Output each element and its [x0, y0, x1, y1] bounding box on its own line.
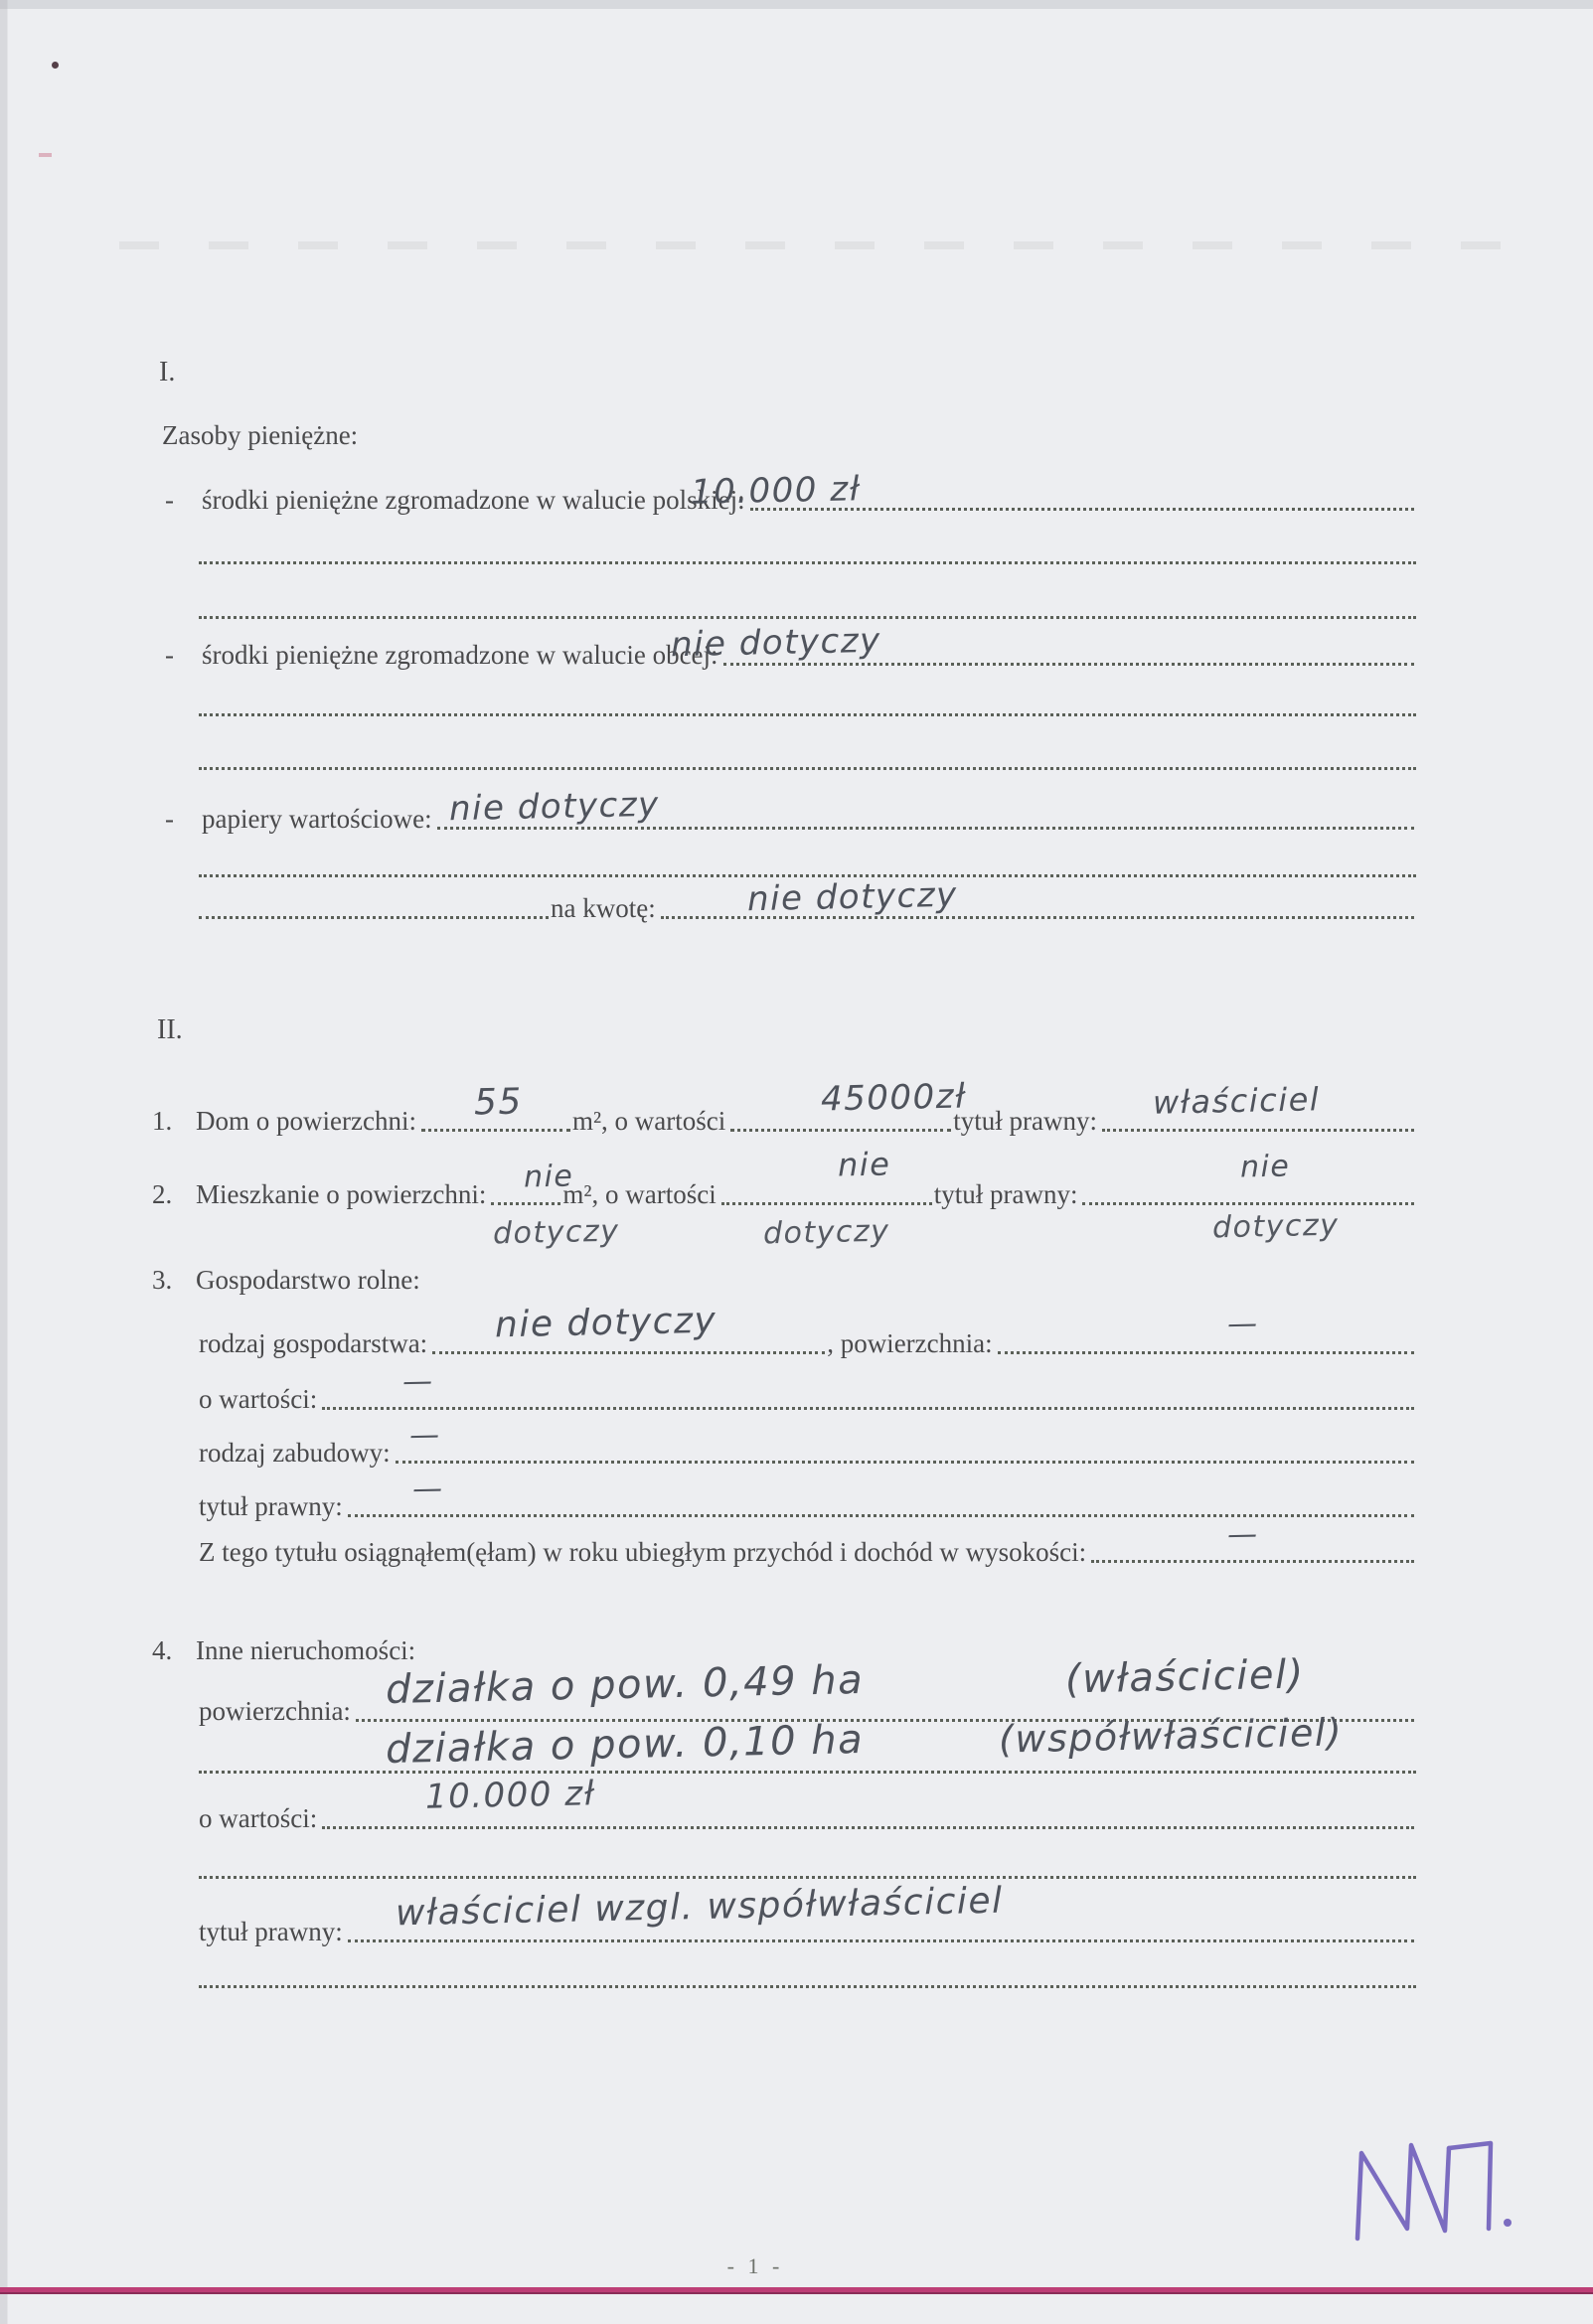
house-legal-label: tytuł prawny:: [953, 1106, 1098, 1136]
signature-initials: [1322, 2111, 1570, 2260]
item-number: 4.: [152, 1635, 173, 1665]
dotted-line: [1082, 1202, 1414, 1205]
apartment-unit-label: m², o wartości: [562, 1179, 717, 1209]
farm-value-label: o wartości:: [199, 1384, 318, 1414]
field-farm-building: [199, 1437, 1416, 1471]
handwritten-farm-income-dash: —: [1226, 1516, 1259, 1553]
handwritten-house-area: 55: [473, 1081, 524, 1124]
handwritten-apartment-value-bottom: dotyczy: [762, 1213, 890, 1252]
apartment-label: Mieszkanie o powierzchni:: [196, 1179, 487, 1209]
farm-type-label: rodzaj gospodarstwa:: [199, 1328, 428, 1358]
dotted-line: [421, 1129, 570, 1132]
farm-label: Gospodarstwo rolne:: [196, 1265, 420, 1295]
dotted-line: [723, 663, 1414, 666]
handwritten-other-area-note1: (właściciel): [1064, 1651, 1306, 1703]
handwritten-securities-value: nie dotyczy: [448, 784, 661, 830]
handwritten-apartment-value-top: nie: [837, 1145, 891, 1184]
dotted-line: [432, 1351, 825, 1354]
other-legal-label: tytuł prawny:: [199, 1917, 343, 1946]
farm-building-label: rodzaj zabudowy:: [199, 1438, 391, 1468]
house-unit-label: m², o wartości: [571, 1106, 726, 1136]
handwritten-house-value: 45000zł: [820, 1076, 967, 1120]
dotted-line: [491, 1202, 560, 1205]
scan-speck: [52, 62, 59, 69]
handwritten-house-legal: właściciel: [1152, 1080, 1321, 1122]
item-number: 2.: [152, 1179, 173, 1209]
securities-label: papiery wartościowe:: [202, 804, 432, 834]
dotted-line: [730, 1129, 951, 1132]
bullet-dash: -: [165, 804, 174, 834]
apartment-legal-label: tytuł prawny:: [933, 1179, 1078, 1209]
handwritten-other-area-line2: działka o pow. 0,10 ha: [385, 1716, 865, 1774]
dotted-line: [199, 874, 1416, 877]
field-farm-value: [199, 1383, 1416, 1417]
item-number: 1.: [152, 1106, 173, 1136]
handwritten-farm-type-value: nie dotyczy: [494, 1300, 717, 1346]
handwritten-farm-area-dash: —: [1226, 1306, 1259, 1342]
house-label: Dom o powierzchni:: [196, 1106, 416, 1136]
amount-label: na kwotę:: [551, 893, 656, 923]
handwritten-other-area-line1: działka o pow. 0,49 ha: [385, 1656, 865, 1714]
dotted-line: [322, 1407, 1414, 1410]
item-number: 3.: [152, 1265, 173, 1295]
handwritten-farm-building-dash: —: [408, 1417, 441, 1454]
farm-income-label: Z tego tytułu osiągnąłem(ęłam) w roku ubiegłym przychód i dochód w wysokości:: [199, 1537, 1087, 1567]
scan-speck: [39, 153, 52, 157]
field-apartment: [152, 1178, 1416, 1212]
dotted-line: [199, 767, 1416, 770]
foreign-funds-label: środki pieniężne zgromadzone w walucie obcej:: [202, 640, 718, 670]
section-1-title: Zasoby pieniężne:: [162, 420, 359, 450]
other-area-label: powierzchnia:: [199, 1696, 351, 1726]
dotted-line: [199, 1985, 1416, 1988]
handwritten-farm-value-dash: —: [401, 1363, 434, 1400]
other-label: Inne nieruchomości:: [196, 1635, 416, 1665]
scan-noise-band: [119, 241, 1511, 249]
dotted-line: [199, 561, 1416, 564]
page-number: - 1 -: [726, 2253, 784, 2278]
dotted-line: [396, 1461, 1414, 1464]
field-other-value: [199, 1802, 1416, 1836]
dotted-line: [437, 827, 1414, 830]
polish-funds-label: środki pieniężne zgromadzone w walucie polskiej:: [202, 485, 745, 515]
handwritten-apartment-legal-bottom: dotyczy: [1211, 1207, 1340, 1246]
dotted-line: [199, 1771, 1416, 1774]
dotted-line: [322, 1826, 1414, 1829]
other-value-label: o wartości:: [199, 1803, 318, 1833]
handwritten-other-value: 10.000 zł: [424, 1774, 596, 1817]
scan-top-shadow: [0, 0, 1593, 9]
handwritten-farm-legal-dash: —: [411, 1471, 444, 1507]
dotted-line: [199, 616, 1416, 619]
handwritten-polish-funds-value: 10.000 zł: [690, 469, 862, 513]
scan-left-edge: [0, 0, 8, 2324]
section-1-heading: I.: [159, 357, 176, 387]
dotted-line: [1102, 1129, 1414, 1132]
dotted-line: [348, 1939, 1414, 1942]
field-securities: [162, 803, 1416, 837]
field-farm-heading: [152, 1264, 1416, 1298]
dotted-line: [721, 1202, 932, 1205]
scan-bottom-edge-line: [0, 2287, 1593, 2294]
dotted-line: [199, 713, 1416, 716]
handwritten-other-area-note2: (współwłaściciel): [998, 1710, 1344, 1762]
dotted-line: [1091, 1560, 1414, 1563]
dotted-line: [998, 1351, 1414, 1354]
handwritten-amount-value: nie dotyczy: [746, 874, 959, 920]
section-2-heading: II.: [157, 1014, 183, 1045]
farm-area-label: , powierzchnia:: [827, 1328, 993, 1358]
handwritten-other-legal: właściciel wzgl. współwłaściciel: [395, 1880, 1004, 1935]
bullet-dash: -: [165, 485, 174, 515]
handwritten-apartment-area-bottom: dotyczy: [492, 1213, 620, 1252]
handwritten-apartment-legal-top: nie: [1239, 1149, 1291, 1185]
farm-legal-label: tytuł prawny:: [199, 1491, 343, 1521]
handwritten-foreign-funds-value: nie dotyczy: [670, 620, 882, 666]
dotted-line: [199, 1876, 1416, 1879]
bullet-dash: -: [165, 640, 174, 670]
dotted-line: [199, 916, 549, 919]
handwritten-apartment-area-top: nie: [523, 1159, 574, 1195]
